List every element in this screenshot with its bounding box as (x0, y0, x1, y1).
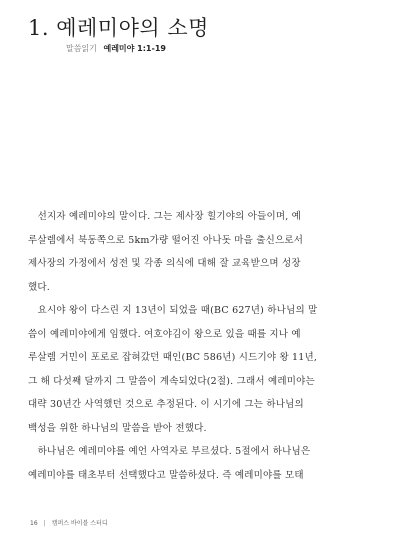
text-line: 선지자 예레미야의 말이다. 그는 제사장 힐기야의 아들이며, 예 (28, 211, 302, 222)
text-line: 대략 30년간 사역했던 것으로 추정된다. 이 시기에 그는 하나님의 (28, 399, 304, 410)
text-line: 제사장의 가정에서 성전 및 각종 의식에 대해 잘 교육받으며 성장 (28, 258, 301, 269)
text-line: 그 해 다섯째 달까지 그 말씀이 계속되었다(2절). 그래서 예레미야는 (28, 375, 315, 387)
text-line: 루살렘 거민이 포로로 잡혀갔던 때인(BC 586년) 시드기야 왕 11년, (28, 352, 318, 363)
text-line: 씀이 예레미야에게 임했다. 여호야김이 왕으로 있을 때를 지나 예 (28, 328, 301, 340)
text-line: 백성을 위한 하나님의 말씀을 받아 전했다. (28, 422, 207, 434)
text-line: 요시야 왕이 다스린 지 13년이 되었을 때(BC 627년) 하나님의 말 (28, 305, 318, 316)
text-line: 하나님은 예레미야를 예언 사역자로 부르셨다. 5절에서 하나님은 (28, 446, 311, 457)
page-title: 1. 예레미야의 소명 (28, 16, 209, 40)
footer-separator: | (43, 520, 46, 527)
text-line: 루살렘에서 북동쪽으로 5km가량 떨어진 아나돗 마을 출신으로서 (28, 234, 304, 246)
scripture-reading (66, 43, 166, 54)
page-footer (30, 518, 108, 527)
text-line: 했다. (28, 281, 50, 293)
reading-label: 말씀읽기 (66, 44, 97, 53)
body-text (28, 205, 390, 487)
page-number: 16 (30, 520, 38, 527)
book-title: 캠퍼스 바이블 스터디 (51, 520, 108, 527)
text-line: 예레미야를 태초부터 선택했다고 말씀하셨다. 즉 예레미야를 모태 (28, 469, 304, 481)
scripture-reference: 예레미야 1:1-19 (103, 44, 166, 53)
